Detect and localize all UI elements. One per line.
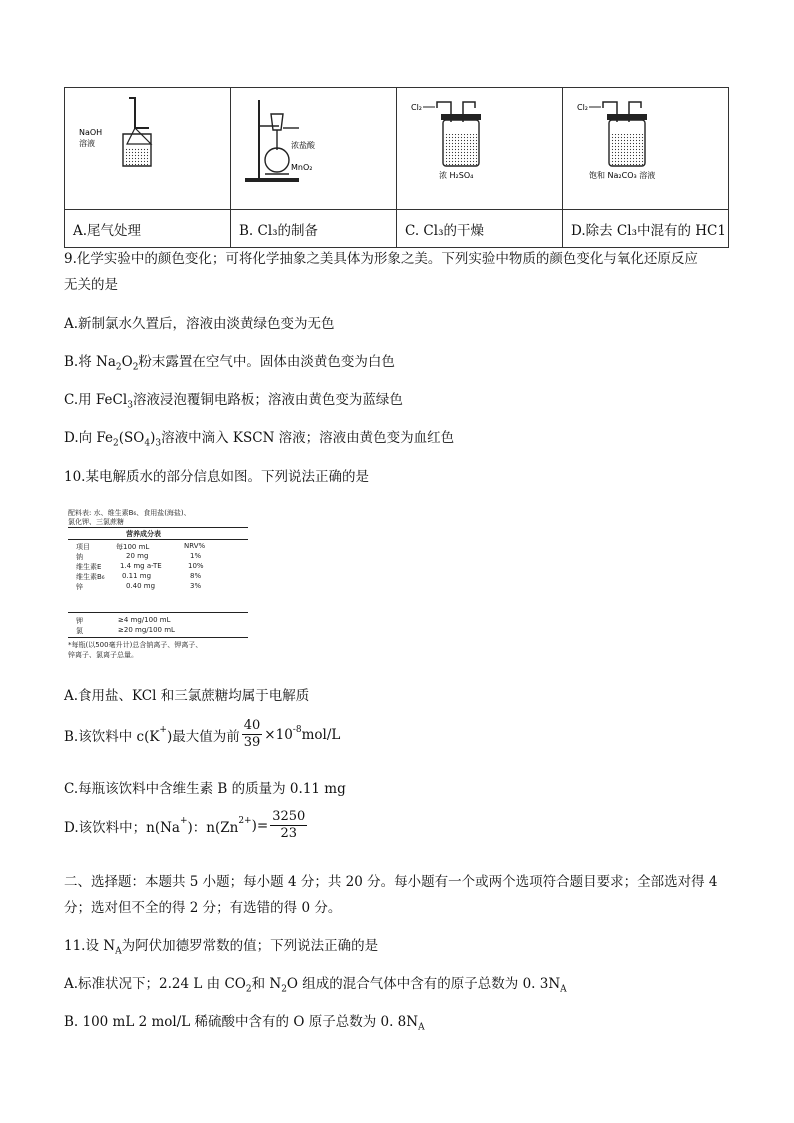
nutrition-label-figure [64,504,252,664]
solution-label: 溶液 [79,139,95,148]
q9-option-a: A.新制氯水久置后，溶液由淡黄绿色变为无色 [64,316,335,332]
q10-option-a: A.食用盐、KCl 和三氯蔗糖均属于电解质 [64,688,310,704]
apparatus-d-cell [563,88,729,210]
section2-instructions-line2: 分；选对但不全的得 2 分；有选错的得 0 分。 [64,900,342,916]
row-vite-value: 1.4 mg a-TE [120,562,162,570]
footnote-line1: *每瓶(以500毫升计)总含钠离子、钾离子、 [68,641,203,649]
row-potassium-value: ≥4 mg/100 mL [118,616,171,624]
header-item: 项目 [76,543,90,551]
tail-gas-absorption-figure [65,88,230,205]
row-sodium-nrv: 1% [190,552,202,560]
caption-c: C. Cl₃的干燥 [397,210,563,248]
ingredients-line2: 氯化钾、三氯蔗糖 [68,518,124,526]
row-potassium-name: 钾 [76,617,83,625]
caption-a: A.尾气处理 [65,210,231,248]
nutrition-title: 营养成分表 [126,530,161,538]
q9-stem-line2: 无关的是 [64,277,118,293]
ingredients-line1: 配料表: 水、维生素B₆、食用盐(海盐)、 [68,509,191,517]
fraction-40-39: $\frac{40}{39}$ [243,718,261,750]
cl2-inlet-label-d: Cl₂ [577,103,589,112]
row-zinc-value: 0.40 mg [126,582,156,590]
q10-stem: 10.某电解质水的部分信息如图。下列说法正确的是 [64,469,369,485]
caption-b: B. Cl₃的制备 [231,210,397,248]
apparatus-c-cell [397,88,563,210]
chlorine-preparation-figure [231,88,396,205]
row-chlorine-value: ≥20 mg/100 mL [118,626,175,634]
naoh-label: NaOH [79,128,103,137]
mno2-label: MnO₂ [291,163,313,172]
q10-option-c: C.每瓶该饮料中含维生素 B 的质量为 0.11 mg [64,781,346,797]
q9-option-d: D.向 $Fe_2(SO_4)_3$溶液中滴入 KSCN 溶液；溶液由黄色变为血红色 [64,430,455,449]
apparatus-b-cell [231,88,397,210]
q11-stem: 11.设 $N_A$为阿伏加德罗常数的值；下列说法正确的是 [64,938,379,957]
q9-option-c: C.用 FeCl$_3$溶液浸泡覆铜电路板；溶液由黄色变为蓝绿色 [64,392,403,411]
section2-instructions-line1: 二、选择题：本题共 5 小题；每小题 4 分；共 20 分。每小题有一个或两个选项符合题目要求；全部选对得 4 [64,874,718,890]
row-chlorine-name: 氯 [76,627,83,635]
q9-option-b: B.将 $Na_2O_2$粉末露置在空气中。固体由淡黄色变为白色 [64,354,395,373]
row-zinc-nrv: 3% [190,582,202,590]
q10-option-b: B.该饮料中 c(K + )最大值为前 $\frac{40}{39}$ ×10 $^{-8}$ mol/L [64,718,341,750]
apparatus-a-cell [65,88,231,210]
chlorine-drying-figure [397,88,562,205]
row-vite-name: 维生素E [76,563,102,571]
q11-option-b: B. 100 mL 2 mol/L 稀硫酸中含有的 O 原子总数为 0. $8N_A$ [64,1014,425,1033]
row-sodium-value: 20 mg [126,552,149,560]
apparatus-table [64,87,729,248]
row-vitb6-name: 维生素B₆ [76,573,105,581]
q9-stem-line1: 9.化学实验中的颜色变化；可将化学抽象之美具体为形象之美。下列实验中物质的颜色变化与氧化还原反应 [64,251,698,267]
h2so4-label: 浓 H₂SO₄ [439,171,474,180]
footnote-line2: 锌离子、氯离子总量。 [68,651,138,659]
fraction-3250-23: $\frac{3250}{23}$ [272,809,306,841]
row-vitb6-nrv: 8% [190,572,202,580]
caption-d: D.除去 Cl₃中混有的 HC1 [563,210,729,248]
row-zinc-name: 锌 [76,583,83,591]
q11-option-a: A.标准状况下；2.24 L 由 $CO_2$和 $N_2O$ 组成的混合气体中含有的原子总数为 0. $3N_A$ [64,976,567,995]
row-sodium-name: 钠 [76,553,83,561]
row-vitb6-value: 0.11 mg [122,572,152,580]
na2co3-label: 饱和 Na₂CO₃ 溶液 [589,171,656,180]
header-nrv: NRV% [184,542,206,550]
conc-hcl-label: 浓盐酸 [291,141,315,150]
cl2-inlet-label: Cl₂ [411,103,423,112]
row-vite-nrv: 10% [188,562,204,570]
hcl-removal-figure [563,88,728,205]
header-per100: 每100 mL [116,543,150,551]
q10-option-d: D.该饮料中；n(Na + )：n(Zn $^{2+}$ )= $\frac{3250}{23}$ [64,809,306,841]
